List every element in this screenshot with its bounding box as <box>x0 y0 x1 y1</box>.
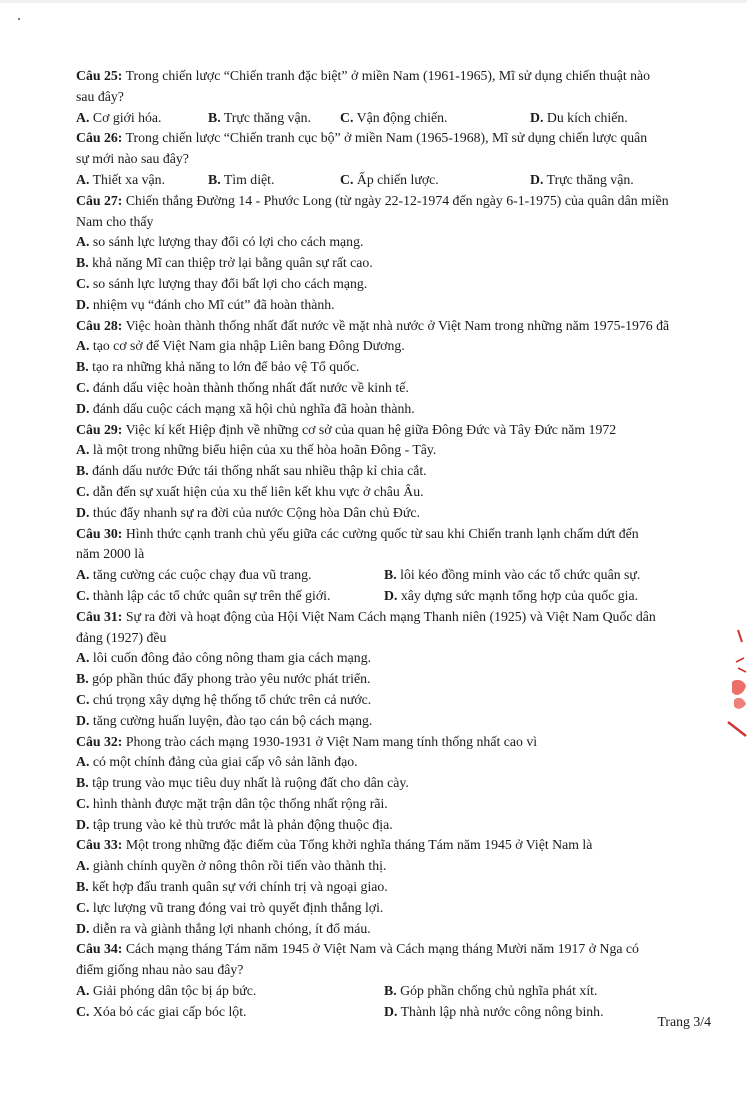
option-c[interactable] <box>340 170 530 191</box>
option-text: Du kích chiến. <box>543 109 628 125</box>
option-c[interactable] <box>340 108 530 129</box>
option-letter: D. <box>76 400 90 416</box>
option-letter: A. <box>76 338 90 354</box>
option-letter: D. <box>384 1003 398 1019</box>
question-number: Câu 30: <box>76 525 123 541</box>
option-text: đánh dấu nước Đức tái thống nhất sau nhiều thập kỉ chia cắt. <box>88 463 427 479</box>
option-text: Cơ giới hóa. <box>89 109 162 125</box>
option-letter: B. <box>76 775 89 791</box>
options-row <box>76 1002 716 1023</box>
option-letter: B. <box>384 567 397 583</box>
question-text-cont: năm 2000 là <box>76 546 145 562</box>
question-34 <box>76 939 716 1022</box>
scan-speck <box>18 18 20 20</box>
option-letter: D. <box>76 920 90 936</box>
question-30 <box>76 524 716 607</box>
option-b[interactable] <box>208 108 340 129</box>
option-text: Thành lập nhà nước công nông binh. <box>397 1003 604 1019</box>
option-text: nhiệm vụ “đánh cho Mĩ cút” đã hoàn thành. <box>89 296 335 312</box>
option-c[interactable] <box>76 690 716 711</box>
option-letter: A. <box>76 567 90 583</box>
question-text: Chiến thắng Đường 14 - Phước Long (từ ngày 22-12-1974 đến ngày 6-1-1975) của quân dân miền <box>122 192 669 208</box>
option-letter: A. <box>76 442 90 458</box>
option-a[interactable] <box>76 336 716 357</box>
option-text: đánh dấu việc hoàn thành thống nhất đất nước về kinh tế. <box>89 379 409 395</box>
scan-edge <box>0 0 747 3</box>
option-a[interactable] <box>76 648 716 669</box>
question-text: Phong trào cách mạng 1930-1931 ở Việt Nam mang tính thống nhất cao vì <box>122 733 538 749</box>
option-letter: A. <box>76 754 90 770</box>
question-number: Câu 28: <box>76 317 123 333</box>
option-letter: C. <box>76 795 90 811</box>
red-stamp-mark <box>726 628 747 738</box>
option-d[interactable] <box>76 295 716 316</box>
question-number: Câu 32: <box>76 733 123 749</box>
question-number: Câu 25: <box>76 68 123 83</box>
option-text: Xóa bỏ các giai cấp bóc lột. <box>89 1003 247 1019</box>
option-b[interactable] <box>76 357 716 378</box>
option-a[interactable] <box>76 981 384 1002</box>
option-b[interactable] <box>76 669 716 690</box>
question-text-cont: đảng (1927) đều <box>76 629 167 645</box>
option-a[interactable] <box>76 170 208 191</box>
option-text: giành chính quyền ở nông thôn rồi tiến vào thành thị. <box>89 858 387 874</box>
question-text: Một trong những đặc điểm của Tổng khởi nghĩa tháng Tám năm 1945 ở Việt Nam là <box>122 837 593 853</box>
option-text: tạo cơ sở để Việt Nam gia nhập Liên bang Đông Dương. <box>89 338 405 354</box>
option-text: Ấp chiến lược. <box>353 171 439 187</box>
question-text-cont: Nam cho thấy <box>76 213 154 229</box>
question-number: Câu 31: <box>76 608 123 624</box>
option-letter: B. <box>76 879 89 895</box>
option-letter: A. <box>76 234 90 250</box>
option-text: hình thành được mặt trận dân tộc thống nhất rộng rãi. <box>89 795 388 811</box>
question-number: Câu 26: <box>76 130 123 146</box>
question-28 <box>76 316 716 420</box>
option-text: lực lượng vũ trang đóng vai trò quyết định thắng lợi. <box>89 899 384 915</box>
option-text: Trực thăng vận. <box>543 171 634 187</box>
question-26 <box>76 128 716 190</box>
option-letter: D. <box>530 171 544 187</box>
option-text: so sánh lực lượng thay đổi có lợi cho cách mạng. <box>89 234 364 250</box>
option-text: kết hợp đấu tranh quân sự với chính trị và ngoại giao. <box>88 879 388 895</box>
option-letter: B. <box>76 255 89 271</box>
options-row <box>76 586 716 607</box>
option-letter: C. <box>340 109 354 125</box>
option-letter: C. <box>76 379 90 395</box>
question-text: Hình thức cạnh tranh chủ yếu giữa các cường quốc từ sau khi Chiến tranh lạnh chấm dứt đến <box>122 525 639 541</box>
option-letter: D. <box>76 816 90 832</box>
option-letter: C. <box>76 899 90 915</box>
option-letter: B. <box>76 463 89 479</box>
option-letter: A. <box>76 858 90 874</box>
option-text: chú trọng xây dựng hệ thống tổ chức trên cả nước. <box>89 691 372 707</box>
question-number: Câu 34: <box>76 941 123 957</box>
option-letter: B. <box>76 359 89 375</box>
option-letter: B. <box>384 983 397 999</box>
option-c[interactable] <box>76 898 716 919</box>
option-a[interactable] <box>76 856 716 877</box>
option-c[interactable] <box>76 1002 384 1023</box>
question-text: Việc kí kết Hiệp định về những cơ sở của quan hệ giữa Đông Đức và Tây Đức năm 1972 <box>122 421 617 437</box>
question-text-cont: điểm giống nhau nào sau đây? <box>76 962 244 978</box>
option-b[interactable] <box>76 877 716 898</box>
option-text: thúc đẩy nhanh sự ra đời của nước Cộng hòa Dân chủ Đức. <box>89 504 420 520</box>
option-text: Tìm diệt. <box>220 171 275 187</box>
option-letter: B. <box>208 109 221 125</box>
option-d[interactable] <box>76 503 716 524</box>
question-31 <box>76 607 716 732</box>
options-row <box>76 170 716 191</box>
option-text: tạo ra những khả năng to lớn để bảo vệ Tổ quốc. <box>88 359 360 375</box>
option-letter: D. <box>76 296 90 312</box>
question-32 <box>76 732 716 836</box>
option-letter: C. <box>76 1003 90 1019</box>
option-letter: D. <box>530 109 544 125</box>
option-text: Trực thăng vận. <box>220 109 311 125</box>
option-text: thành lập các tổ chức quân sự trên thế giới. <box>89 587 331 603</box>
question-text: Trong chiến lược “Chiến tranh đặc biệt” ở miền Nam (1961-1965), Mĩ sử dụng chiến thuật nào <box>122 68 651 83</box>
option-b[interactable] <box>384 565 640 586</box>
question-text: Cách mạng tháng Tám năm 1945 ở Việt Nam và Cách mạng tháng Mười năm 1917 ở Nga có <box>122 941 639 957</box>
option-d[interactable] <box>76 919 716 940</box>
option-letter: C. <box>76 691 90 707</box>
option-d[interactable] <box>530 108 628 129</box>
question-text-cont: sau đây? <box>76 88 124 104</box>
option-b[interactable] <box>384 981 597 1002</box>
option-letter: C. <box>76 483 90 499</box>
option-a[interactable] <box>76 232 716 253</box>
option-text: diễn ra và giành thắng lợi nhanh chóng, ít đổ máu. <box>89 920 371 936</box>
option-d[interactable] <box>76 815 716 836</box>
option-c[interactable] <box>76 482 716 503</box>
option-d[interactable] <box>76 399 716 420</box>
option-letter: C. <box>76 587 90 603</box>
option-letter: A. <box>76 109 90 125</box>
option-letter: A. <box>76 650 90 666</box>
option-text: tập trung vào kẻ thù trước mắt là phản động thuộc địa. <box>89 816 393 832</box>
question-33 <box>76 835 716 939</box>
option-d[interactable] <box>384 586 638 607</box>
question-text-cont: sự mới nào sau đây? <box>76 151 189 167</box>
option-c[interactable] <box>76 586 384 607</box>
option-a[interactable] <box>76 752 716 773</box>
option-text: so sánh lực lượng thay đổi bất lợi cho cách mạng. <box>89 275 368 291</box>
option-text: Vận động chiến. <box>353 109 448 125</box>
question-text: Trong chiến lược “Chiến tranh cục bộ” ở miền Nam (1965-1968), Mĩ sử dụng chiến lược quân <box>122 130 648 146</box>
question-number: Câu 29: <box>76 421 123 437</box>
option-text: Giải phóng dân tộc bị áp bức. <box>89 983 257 999</box>
option-b[interactable] <box>76 461 716 482</box>
option-text: đánh dấu cuộc cách mạng xã hội chủ nghĩa đã hoàn thành. <box>89 400 415 416</box>
option-letter: B. <box>208 171 221 187</box>
option-text: Thiết xa vận. <box>89 171 166 187</box>
option-letter: C. <box>76 275 90 291</box>
option-a[interactable] <box>76 108 208 129</box>
option-text: tăng cường các cuộc chạy đua vũ trang. <box>89 567 312 583</box>
option-text: dẫn đến sự xuất hiện của xu thế liên kết khu vực ở châu Âu. <box>89 483 424 499</box>
question-number: Câu 33: <box>76 837 123 853</box>
question-text: Sự ra đời và hoạt động của Hội Việt Nam Cách mạng Thanh niên (1925) và Việt Nam Quốc dân <box>122 608 656 624</box>
option-letter: B. <box>76 671 89 687</box>
option-a[interactable] <box>76 565 384 586</box>
option-text: lôi cuốn đông đảo công nông tham gia cách mạng. <box>89 650 372 666</box>
option-letter: D. <box>76 712 90 728</box>
option-b[interactable] <box>76 773 716 794</box>
option-text: khả năng Mĩ can thiệp trở lại bằng quân sự rất cao. <box>88 255 373 271</box>
option-d[interactable] <box>76 711 716 732</box>
option-b[interactable] <box>76 253 716 274</box>
question-27 <box>76 191 716 316</box>
option-d[interactable] <box>530 170 634 191</box>
question-29 <box>76 420 716 524</box>
exam-page-content <box>76 66 716 1023</box>
option-text: có một chính đảng của giai cấp vô sản lãnh đạo. <box>89 754 358 770</box>
option-text: tăng cường huấn luyện, đào tạo cán bộ cách mạng. <box>89 712 373 728</box>
option-text: Góp phần chống chủ nghĩa phát xít. <box>396 983 598 999</box>
option-c[interactable] <box>76 794 716 815</box>
question-text: Việc hoàn thành thống nhất đất nước về mặt nhà nước ở Việt Nam trong những năm 1975-1976 đã <box>122 317 670 333</box>
option-c[interactable] <box>76 378 716 399</box>
option-text: lôi kéo đồng minh vào các tổ chức quân sự. <box>396 567 641 583</box>
option-letter: D. <box>76 504 90 520</box>
option-d[interactable] <box>384 1002 604 1023</box>
options-row <box>76 565 716 586</box>
option-letter: C. <box>340 171 354 187</box>
option-letter: A. <box>76 171 90 187</box>
options-row <box>76 108 716 129</box>
options-row <box>76 981 716 1002</box>
page-number: Trang 3/4 <box>657 1014 711 1029</box>
option-text: góp phần thúc đẩy phong trào yêu nước phát triển. <box>88 671 371 687</box>
option-b[interactable] <box>208 170 340 191</box>
option-text: tập trung vào mục tiêu duy nhất là ruộng đất cho dân cày. <box>88 775 409 791</box>
option-letter: A. <box>76 983 90 999</box>
option-c[interactable] <box>76 274 716 295</box>
question-number: Câu 27: <box>76 192 123 208</box>
option-letter: D. <box>384 587 398 603</box>
option-text: xây dựng sức mạnh tổng hợp của quốc gia. <box>397 587 639 603</box>
option-text: là một trong những biểu hiện của xu thế hòa hoãn Đông - Tây. <box>89 442 437 458</box>
question-25 <box>76 66 716 128</box>
option-a[interactable] <box>76 440 716 461</box>
